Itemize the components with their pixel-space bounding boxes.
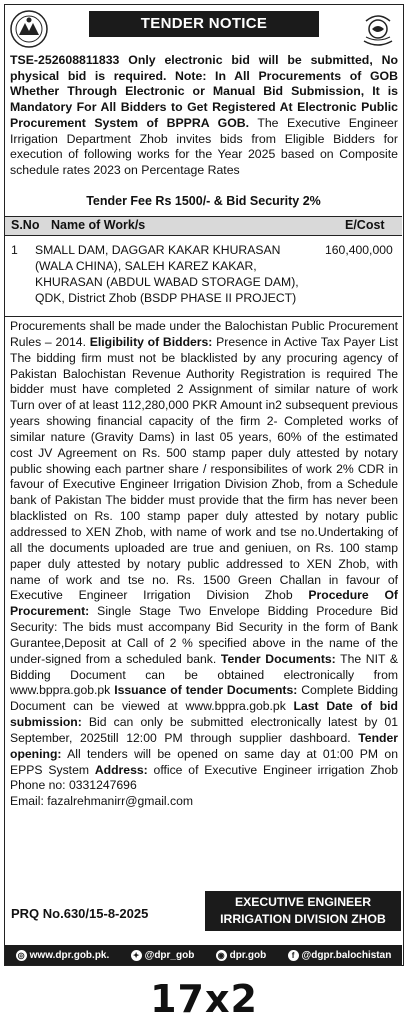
twitter-text: @dpr_gob [144, 949, 195, 961]
procedure-heading: Procedure Of Procurement: [10, 588, 398, 619]
prq-number: PRQ No.630/15-8-2025 [11, 906, 149, 921]
table-header [5, 216, 402, 236]
signature-division: IRRIGATION DIVISION ZHOB [220, 912, 386, 926]
signature-block [205, 891, 401, 931]
table-row [5, 236, 402, 317]
eligibility-text: Presence in Active Tax Payer List The bidding firm must not be blacklisted by any procuring agency of Pakistan Balochistan Revenue Authority Registration is required The bidder must have completed 2 Assignment of similar nature of work Turn over of at least 112,280,000 PKR Amount in2 subsequent previous years showing financial capacity of the firm 2- Completed works of similar nature (Gravity Dams) in last 05 years, 60% of the estimated cost JV Agreement on Rs. 500 stamp paper duly attested by notary public showing each partner share / responsibilites of work 2% CDR in favour of Executive Engineer Irrigation Division Zhob, from a Schedule bank of Pakistan The bidder must provide that the firm has never been blacklisted on Rs. 100 stamp paper duly attested by notary public addressed to XEN Zhob, with name of work and tse no.Undertaking of all the documents uploaded are true and geniuen, on Rs. 100 stamp paper duly attested by notary public addressed to XEN Zhob, with name of work and tse no. Rs. 1500 Green Challan in favour of Executive Engineer Irrigation Division Zhob [10, 334, 398, 603]
government-emblem-logo [9, 9, 49, 49]
tender-details [10, 319, 398, 810]
documents-heading: Tender Documents: [220, 651, 336, 666]
ad-size-label: 17x2 [150, 977, 258, 1021]
intro-plain-text: The Executive Engineer Irrigation Department Zhob invites bids from Eligible Bidders for execution of following works for the Year 2025 based on Composite schedule rates 2023 on Percentage Rates [10, 115, 398, 177]
last-date-heading: Last Date of bid submission: [10, 699, 398, 730]
opening-heading: Tender opening: [10, 730, 398, 761]
intro-paragraph [10, 53, 398, 179]
header-work: Name of Work/s [51, 218, 146, 232]
facebook-text: @dgpr.balochistan [301, 949, 392, 961]
instagram-text: dpr.gob [229, 949, 267, 961]
address-text: office of Executive Engineer irrigation Zhob Phone no: 0331247696 [10, 762, 398, 793]
header-cost: E/Cost [345, 218, 385, 232]
row-cost: 160,400,000 [325, 243, 393, 257]
tse-reference: TSE-252608811833 [10, 53, 120, 67]
twitter-link[interactable] [131, 950, 195, 961]
procedure-text: Single Stage Two Envelope Bidding Procedure Bid Security: The bids must accompany Bid Security in the form of Bank Gurantee,Deposit at Call of 2 % specified above in the name of the under-signed from a scheduled bank. [10, 604, 398, 666]
globe-icon: ◎ [16, 950, 27, 961]
tender-fee-line: Tender Fee Rs 1500/- & Bid Security 2% [86, 194, 321, 208]
tender-notice-ad [4, 4, 404, 966]
twitter-icon: ✦ [131, 950, 142, 961]
documents-text: The NIT & Bidding Document can be obtained electronically from www.bppra.gob.pk [10, 651, 399, 698]
notice-header [5, 5, 402, 53]
signature-title: EXECUTIVE ENGINEER [234, 895, 372, 909]
intro-bold-text: Only electronic bid will be submitted, No physical bid is required. Note: In All Procurements of GOB Whether Through Electronic or Manual Bid Submission, It is Mandatory For All Bidders to Get Registered At Electronic Public Procurement System of BPPRA GOB. [10, 53, 398, 130]
website-link[interactable] [16, 950, 110, 961]
issuance-heading: Issuance of tender Documents: [114, 683, 298, 698]
social-bar [5, 945, 402, 965]
notice-title: TENDER NOTICE [89, 11, 319, 37]
row-sno: 1 [11, 243, 18, 257]
last-date-text: Bid can only be submitted electronically latest by 01 September, 2025till 12:00 PM through supplier dashboard. [10, 715, 398, 745]
address-heading: Address: [94, 762, 148, 777]
irrigation-department-logo [358, 9, 398, 49]
facebook-link[interactable] [288, 950, 392, 961]
website-text: www.dpr.gob.pk. [29, 949, 110, 961]
instagram-link[interactable] [216, 950, 267, 961]
header-sno: S.No [11, 218, 40, 232]
instagram-icon: ◉ [216, 950, 227, 961]
procurement-rules-text: Procurements shall be made under the Balochistan Public Procurement Rules – 2014. [10, 319, 398, 349]
opening-text: All tenders will be opened on same day at 01:00 PM on EPPS System [10, 746, 398, 777]
works-table [5, 216, 402, 317]
row-work: SMALL DAM, DAGGAR KAKAR KHURASAN (WALA CHINA), SALEH KAREZ KAKAR, KHURASAN (ABDUL WABAD STORAGE DAM), QDK, District Zhob (BSDP PHASE II PROJECT) [35, 243, 299, 305]
eligibility-heading: Eligibility of Bidders: [89, 334, 213, 349]
facebook-icon: f [288, 950, 299, 961]
email-text: Email: fazalrehmanirr@gmail.com [10, 794, 194, 809]
issuance-text: Complete Bidding Document can be viewed at www.bppra.gob.pk [10, 683, 399, 714]
